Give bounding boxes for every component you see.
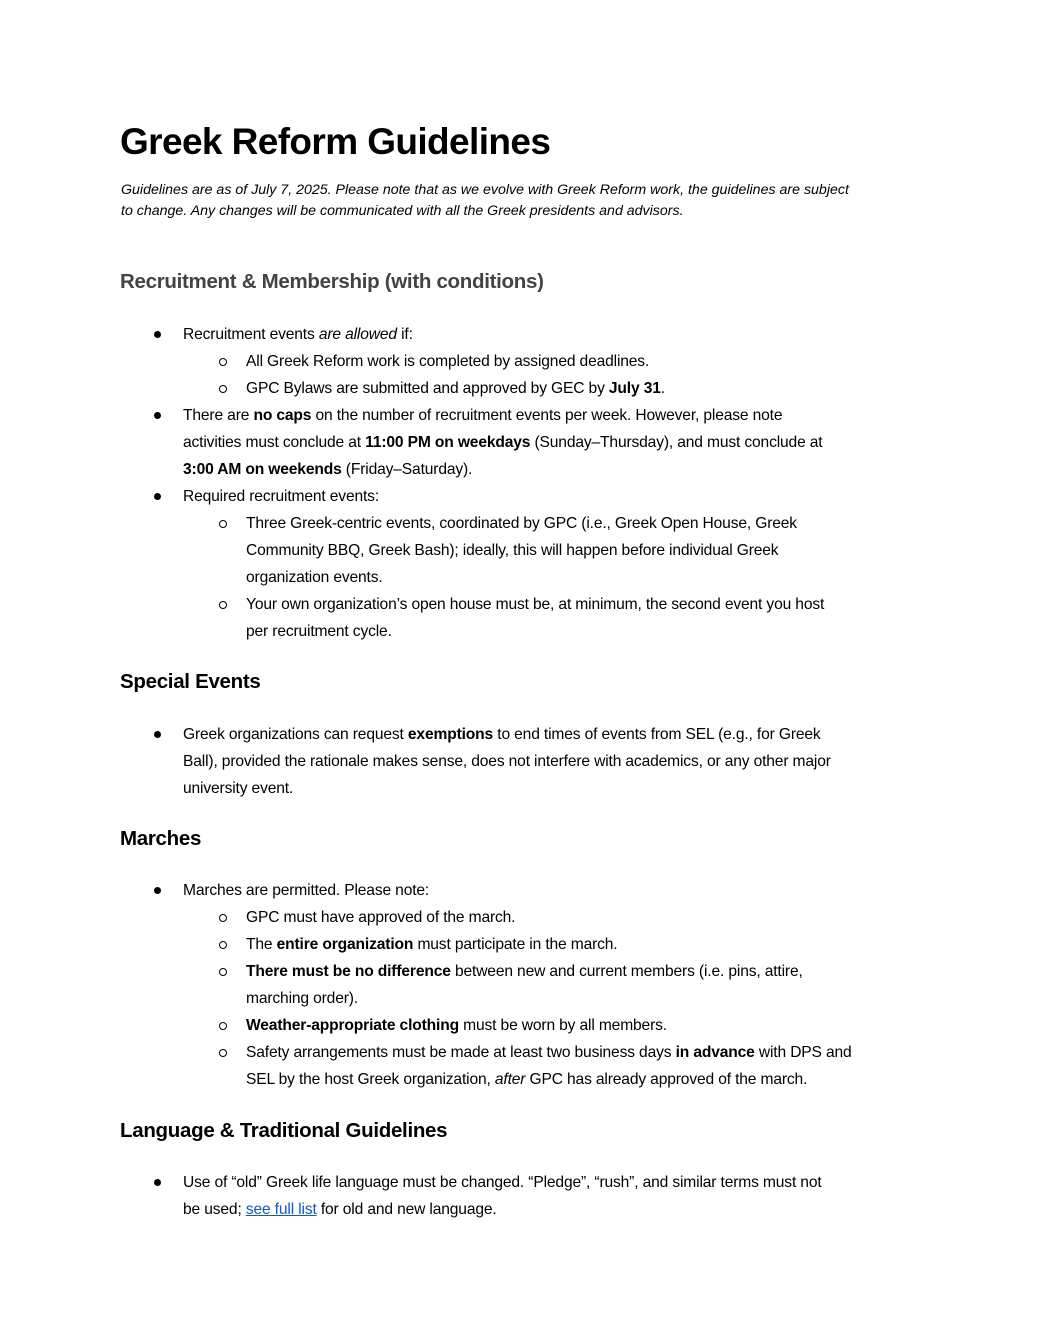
list-item-line bbox=[183, 877, 429, 904]
list-item-line bbox=[183, 748, 831, 775]
text-run: (Sunday–Thursday), and must conclude at bbox=[530, 434, 823, 451]
text-run: must be worn by all members. bbox=[458, 1017, 667, 1034]
text-run: Use of “old” Greek life language must be changed. “Pledge”, “rush”, and similar terms must not bbox=[183, 1174, 822, 1191]
filled-bullet-icon bbox=[154, 887, 161, 894]
sub-list-item-line bbox=[246, 537, 778, 564]
text-run: Safety arrangements must be made at least two business days bbox=[246, 1044, 676, 1061]
sub-list-item-line bbox=[246, 564, 383, 591]
section-heading: Recruitment & Membership (with conditions) bbox=[120, 270, 544, 293]
text-run: on the number of recruitment events per week. However, please note bbox=[311, 407, 783, 424]
sub-list-item-line bbox=[246, 618, 392, 645]
text-run: Your own organization’s open house must be, at minimum, the second event you host bbox=[246, 596, 825, 613]
list-item-line bbox=[183, 321, 413, 348]
hollow-bullet-icon bbox=[219, 914, 227, 922]
text-run: for old and new language. bbox=[316, 1201, 497, 1218]
subtitle-line: Guidelines are as of July 7, 2025. Please note that as we evolve with Greek Reform work, the guidelines are subject bbox=[121, 182, 849, 198]
filled-bullet-icon bbox=[154, 331, 161, 338]
list-item-line bbox=[183, 775, 293, 802]
hollow-bullet-icon bbox=[219, 968, 227, 976]
list-item-line bbox=[183, 429, 823, 456]
text-run: per recruitment cycle. bbox=[246, 623, 392, 640]
bold-text: There must be no difference bbox=[246, 963, 451, 980]
text-run: with DPS and bbox=[754, 1044, 852, 1061]
bold-text: no caps bbox=[253, 407, 312, 424]
list-item-line bbox=[183, 721, 821, 748]
text-run: (Friday–Saturday). bbox=[341, 461, 473, 478]
text-run: All Greek Reform work is completed by assigned deadlines. bbox=[246, 353, 650, 370]
text-run: SEL by the host Greek organization, bbox=[246, 1071, 495, 1088]
subtitle-line: to change. Any changes will be communicated with all the Greek presidents and advisors. bbox=[121, 203, 684, 219]
text-run: Marches are permitted. Please note: bbox=[183, 882, 430, 899]
list-item-line bbox=[183, 483, 379, 510]
filled-bullet-icon bbox=[154, 493, 161, 500]
list-item-line bbox=[183, 1169, 822, 1196]
text-run: to end times of events from SEL (e.g., for Greek bbox=[493, 726, 821, 743]
sub-list-item-line bbox=[246, 931, 618, 958]
text-run: must participate in the march. bbox=[413, 936, 618, 953]
text-run: Required recruitment events: bbox=[183, 488, 380, 505]
text-run: The bbox=[246, 936, 277, 953]
text-run: between new and current members (i.e. pins, attire, bbox=[450, 963, 803, 980]
hollow-bullet-icon bbox=[219, 601, 227, 609]
hollow-bullet-icon bbox=[219, 385, 227, 393]
text-run: Greek organizations can request bbox=[183, 726, 408, 743]
hollow-bullet-icon bbox=[219, 358, 227, 366]
hollow-bullet-icon bbox=[219, 1022, 227, 1030]
text-run: organization events. bbox=[246, 569, 383, 586]
text-run: GPC Bylaws are submitted and approved by GEC by bbox=[246, 380, 609, 397]
document-subtitle bbox=[121, 180, 941, 222]
list-item-line bbox=[183, 1196, 497, 1223]
text-run: Community BBQ, Greek Bash); ideally, this will happen before individual Greek bbox=[246, 542, 779, 559]
text-run: . bbox=[660, 380, 665, 397]
sub-list-item-line bbox=[246, 985, 358, 1012]
filled-bullet-icon bbox=[154, 1179, 161, 1186]
text-run: Three Greek-centric events, coordinated by GPC (i.e., Greek Open House, Greek bbox=[246, 515, 797, 532]
text-run: activities must conclude at bbox=[183, 434, 366, 451]
section-heading: Language & Traditional Guidelines bbox=[120, 1119, 448, 1142]
bold-text: in advance bbox=[675, 1044, 755, 1061]
bold-text: 3:00 AM on weekends bbox=[183, 461, 342, 478]
sub-list-item-line bbox=[246, 375, 665, 402]
text-run: university event. bbox=[183, 780, 294, 797]
hollow-bullet-icon bbox=[219, 520, 227, 528]
hollow-bullet-icon bbox=[219, 1049, 227, 1057]
list-item-line bbox=[183, 456, 472, 483]
bold-text: entire organization bbox=[276, 936, 414, 953]
sub-list-item-line bbox=[246, 958, 803, 985]
sub-list-item-line bbox=[246, 904, 515, 931]
filled-bullet-icon bbox=[154, 731, 161, 738]
italic-text: after bbox=[494, 1071, 526, 1088]
sub-list-item-line bbox=[246, 348, 649, 375]
bold-text: Weather-appropriate clothing bbox=[246, 1017, 459, 1034]
sub-list-item-line bbox=[246, 591, 824, 618]
italic-text: are allowed bbox=[318, 326, 397, 343]
sub-list-item-line bbox=[246, 510, 797, 537]
section-heading: Special Events bbox=[120, 670, 261, 693]
page-title: Greek Reform Guidelines bbox=[120, 121, 551, 162]
text-run: GPC has already approved of the march. bbox=[525, 1071, 808, 1088]
bold-text: July 31 bbox=[608, 380, 661, 397]
text-run: be used; bbox=[183, 1201, 246, 1218]
bold-text: 11:00 PM on weekdays bbox=[365, 434, 531, 451]
text-run: Ball), provided the rationale makes sense, does not interfere with academics, or any other major bbox=[183, 753, 831, 770]
see-full-list-link[interactable]: see full list bbox=[245, 1201, 317, 1218]
text-run: GPC must have approved of the march. bbox=[246, 909, 516, 926]
sub-list-item-line bbox=[246, 1066, 807, 1093]
section-heading: Marches bbox=[120, 827, 202, 850]
text-run: marching order). bbox=[246, 990, 358, 1007]
hollow-bullet-icon bbox=[219, 941, 227, 949]
filled-bullet-icon bbox=[154, 412, 161, 419]
bold-text: exemptions bbox=[407, 726, 494, 743]
text-run: Recruitment events bbox=[183, 326, 319, 343]
text-run: if: bbox=[396, 326, 413, 343]
sub-list-item-line bbox=[246, 1039, 852, 1066]
list-item-line bbox=[183, 402, 782, 429]
text-run: There are bbox=[183, 407, 254, 424]
sub-list-item-line bbox=[246, 1012, 667, 1039]
